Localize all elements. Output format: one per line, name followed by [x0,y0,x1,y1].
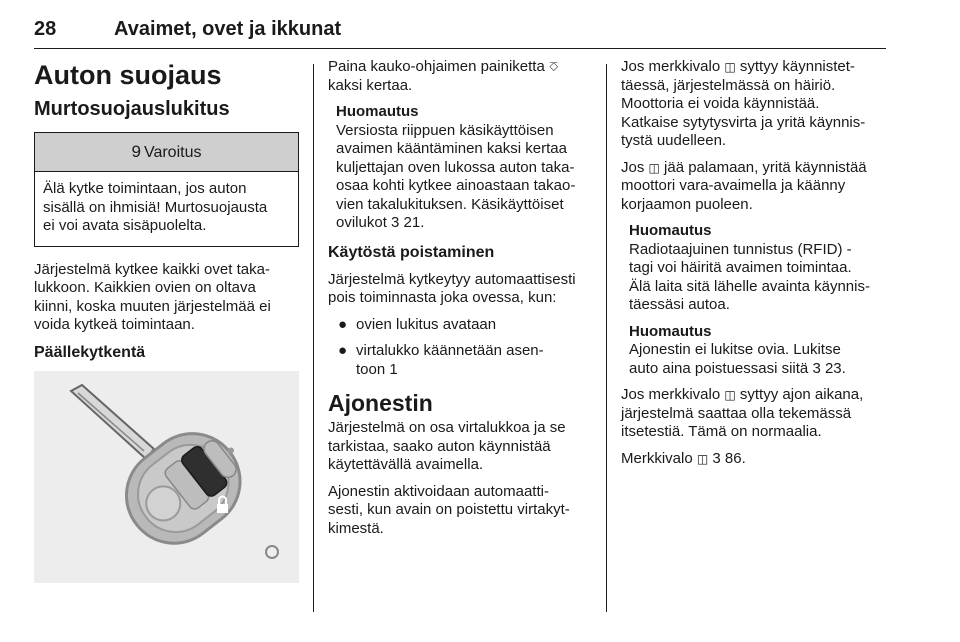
car-key-icon [34,371,299,583]
page-title: Auton suojaus [34,60,222,90]
note-title: Huomautus [336,103,419,120]
warning-text [35,172,298,246]
note-title: Huomautus [629,322,712,340]
paragraph: Järjestelmä kytkeytyy automaattisesti pois toiminnasta joka ovessa, kun: [328,270,576,306]
page-ref[interactable]: 3 21. [391,214,425,231]
warning-line: ei voi avata sisäpuolelta. [43,217,207,234]
subsection-heading: Käytöstä poistaminen [328,243,495,261]
column-divider [313,64,314,612]
padlock-icon: ⎏ [548,60,559,74]
warning-header [35,133,298,172]
paragraph: Merkkivalo ◫ 3 86. [621,449,746,467]
paragraph: Ajonestin aktivoidaan automaatti- sesti, kun avain on poistettu virtakyt- kimestä. [328,482,570,537]
list-item: ● virtalukko käännetään asen- toon 1 [338,342,544,378]
car-key-illustration [34,371,299,583]
section-title: Avaimet, ovet ja ikkunat [114,18,342,40]
column-1 [34,58,299,583]
section-heading: Ajonestin [328,390,433,416]
page-number: 28 [34,18,57,40]
paragraph: Jos merkkivalo ◫ syttyy käynnistet- täessä, järjestelmässä on häiriö. Moottoria ei voida käynnistää. Katkaise sytytysvirta ja yritä käynnis- tystä uudelleen. [621,58,866,149]
page-ref[interactable]: 3 23. [812,359,846,377]
section-heading: Murtosuojauslukitus [34,98,230,120]
note-box: Huomautus Ajonestin ei lukitse ovia. Lukitse auto aina poistuessasi siitä 3 23. [629,323,891,379]
car-key-icon: ◫ [724,388,736,402]
car-key-icon: ◫ [648,160,660,175]
note-box: Huomautus Radiotaajuinen tunnistus (RFID) - tagi voi häiritä avaimen toimintaa. Älä laita sitä lähelle avainta käynnis- täessäsi autoa. [629,222,891,315]
warning-triangle-icon: 9 [131,142,141,161]
page-ref[interactable]: 3 86. [712,449,746,467]
subsection-heading: Päällekytkentä [34,343,146,361]
car-key-icon: ◫ [724,60,736,74]
bullet-list [328,316,590,380]
column-2 [328,58,590,546]
paragraph: Järjestelmä on osa virtalukkoa ja se tarkistaa, saako auton käynnistää käytettävällä avaimella. [328,419,566,473]
paragraph: Järjestelmä kytkee kaikki ovet taka- lukkoon. Kaikkien ovien on oltava kiinni, koska muuten järjestelmää ei voida kytkeä toimintaan. [34,260,271,333]
warning-label: Varoitus [143,144,202,161]
list-item: ● ovien lukitus avataan [338,315,497,333]
paragraph: Jos ◫ jää palamaan, yritä käynnistää moottori vara-avaimella ja käänny korjaamon puoleen. [621,158,867,213]
note-box: Huomautus Versiosta riippuen käsikäyttöisen avaimen kääntäminen kaksi kertaa kuljettajan oven lukossa auton taka- osaa kohti kytkee ainoastaan takao- vien takalukituksen. Käsikäyttöiset ovilukot 3 21. [336,103,590,233]
warning-line: Älä kytke toimintaan, jos auton [43,180,247,197]
warning-line: sisällä on ihmisiä! Murtosuojausta [43,198,268,216]
page-header [34,14,886,49]
car-key-icon: ◫ [696,451,709,466]
column-divider [606,64,607,612]
paragraph: Jos merkkivalo ◫ syttyy ajon aikana, järjestelmä saattaa olla tekemässä itsetestiä. Tämä on normaalia. [621,386,864,440]
warning-box [34,132,299,247]
note-title: Huomautus [629,222,712,239]
paragraph: Paina kauko-ohjaimen painiketta ⎏ kaksi kertaa. [328,58,559,94]
column-3 [621,58,891,476]
